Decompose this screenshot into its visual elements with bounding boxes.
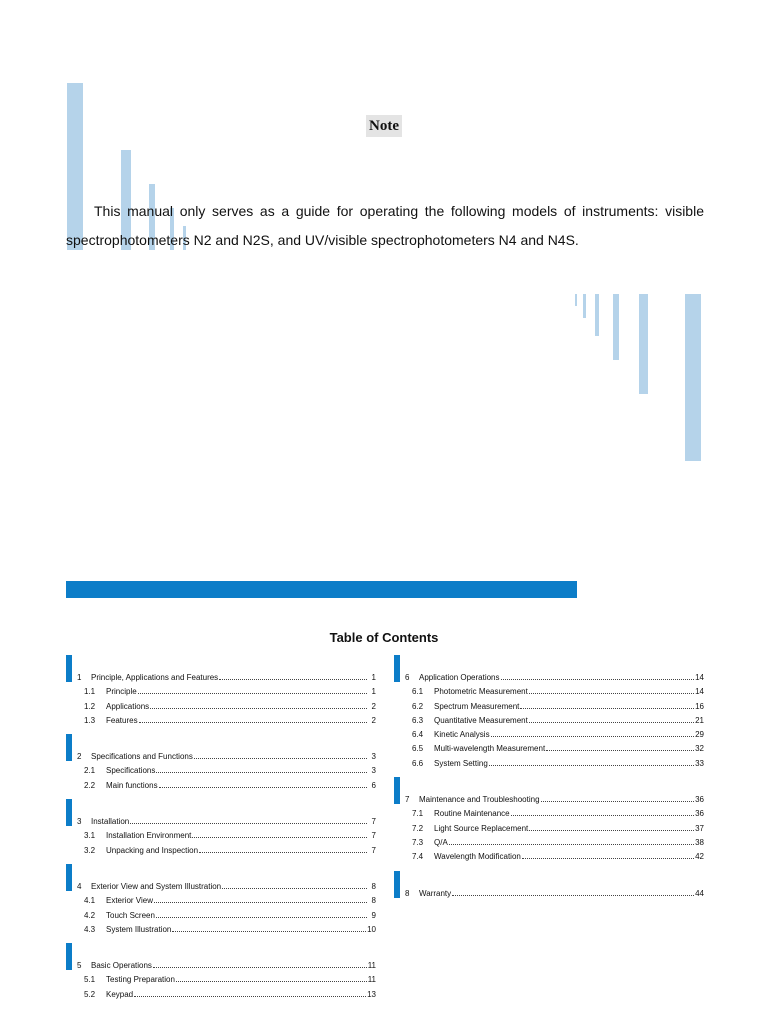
toc-entry-page: 38 — [695, 837, 704, 847]
toc-leader-dots — [511, 815, 694, 816]
toc-leader-dots — [176, 981, 367, 982]
toc-chapter-block — [66, 943, 376, 1002]
toc-chapter-entry[interactable] — [394, 793, 704, 807]
toc-leader-dots — [159, 787, 367, 788]
toc-leader-dots — [156, 917, 367, 918]
toc-entry-page: 7 — [371, 845, 376, 855]
toc-leader-dots — [522, 858, 694, 859]
toc-leader-dots — [194, 758, 367, 759]
toc-entry-page: 2 — [371, 715, 376, 725]
toc-chapter-block — [394, 871, 704, 901]
toc-entry-title: Kinetic Analysis — [434, 730, 490, 740]
toc-entry-number: 4 — [77, 881, 82, 891]
toc-leader-dots — [529, 830, 694, 831]
toc-entry-page: 11 — [367, 961, 376, 971]
toc-leader-dots — [192, 837, 367, 838]
toc-title: Table of Contents — [329, 630, 439, 645]
toc-leader-dots — [520, 708, 694, 709]
toc-leader-dots — [529, 693, 694, 694]
toc-entry-number: 5.1 — [84, 975, 96, 985]
toc-leader-dots — [489, 765, 694, 766]
toc-entry-title: System Illustration — [106, 924, 172, 934]
toc-entry-number: 6.4 — [412, 730, 424, 740]
chapter-marker — [66, 799, 72, 826]
toc-section-entry[interactable] — [394, 850, 704, 864]
toc-leader-dots — [546, 750, 694, 751]
toc-entry-title: Main functions — [106, 780, 158, 790]
toc-section-entry[interactable] — [66, 714, 376, 728]
toc-entry-number: 4.2 — [84, 910, 96, 920]
toc-entry-number: 7.1 — [412, 809, 424, 819]
toc-entry-title: Routine Maintenance — [434, 809, 510, 819]
toc-entry-number: 2.1 — [84, 766, 96, 776]
toc-entry-number: 6.2 — [412, 701, 424, 711]
toc-entry-number: 8 — [405, 888, 410, 898]
toc-section-entry[interactable] — [66, 973, 376, 987]
toc-entry-page: 8 — [371, 881, 376, 891]
toc-entry-title: Installation — [91, 817, 130, 827]
toc-leader-dots — [130, 823, 367, 824]
toc-entry-title: Exterior View — [106, 896, 153, 906]
decorative-bar — [595, 294, 599, 336]
toc-entry-number: 6.6 — [412, 758, 424, 768]
toc-section-entry[interactable] — [66, 909, 376, 923]
toc-chapter-entry[interactable] — [66, 750, 376, 764]
toc-entry-title: Warranty — [419, 888, 452, 898]
toc-entry-page: 14 — [695, 687, 704, 697]
toc-section-entry[interactable] — [66, 685, 376, 699]
toc-entry-number: 2.2 — [84, 780, 96, 790]
toc-leader-dots — [138, 693, 367, 694]
toc-chapter-entry[interactable] — [394, 887, 704, 901]
toc-entry-page: 1 — [371, 673, 376, 682]
toc-entry-number: 1.3 — [84, 715, 96, 725]
toc-entry-page: 14 — [695, 673, 704, 682]
toc-entry-page: 6 — [371, 780, 376, 790]
toc-entry-number: 5 — [77, 961, 82, 971]
toc-entry-title: Light Source Replacement — [434, 823, 529, 833]
toc-entry-title: Spectrum Measurement — [434, 701, 520, 711]
toc-entry-number: 7 — [405, 795, 410, 805]
toc-chapter-block — [394, 655, 704, 771]
toc-section-entry[interactable] — [394, 757, 704, 771]
toc-entry-page: 10 — [367, 924, 376, 934]
toc-entry-title: Features — [106, 715, 138, 725]
toc-leader-dots — [172, 931, 366, 932]
toc-entry-page: 37 — [695, 823, 704, 833]
toc-entry-number: 7.3 — [412, 837, 424, 847]
toc-entry-page: 3 — [371, 766, 376, 776]
toc-entry-page: 7 — [371, 817, 376, 827]
toc-entry-title: Testing Preparation — [106, 975, 175, 985]
toc-entry-number: 5.2 — [84, 989, 96, 999]
toc-entry-title: Specifications and Functions — [91, 752, 193, 762]
toc-entry-number: 3.1 — [84, 831, 96, 841]
toc-entry-title: Photometric Measurement — [434, 687, 528, 697]
toc-entry-title: Wavelength Modification — [434, 852, 521, 862]
chapter-marker — [66, 864, 72, 891]
toc-entry-title: Unpacking and Inspection — [106, 845, 199, 855]
toc-section-entry[interactable] — [66, 829, 376, 843]
toc-entry-title: Q/A — [434, 837, 448, 847]
toc-leader-dots — [491, 736, 695, 737]
toc-entry-page: 36 — [695, 809, 704, 819]
toc-entry-page: 7 — [371, 831, 376, 841]
toc-entry-title: Quantitative Measurement — [434, 715, 528, 725]
toc-entry-number: 1.1 — [84, 687, 96, 697]
toc-entry-page: 9 — [371, 910, 376, 920]
toc-entry-page: 32 — [695, 744, 704, 754]
toc-entry-page: 2 — [371, 701, 376, 711]
toc-section-entry[interactable] — [394, 742, 704, 756]
chapter-marker — [66, 734, 72, 761]
toc-entry-title: Installation Environment — [106, 831, 192, 841]
toc-entry-number: 2 — [77, 752, 82, 762]
toc-entry-number: 1 — [77, 673, 82, 682]
toc-chapter-entry[interactable] — [66, 959, 376, 973]
decorative-bar — [613, 294, 619, 360]
toc-entry-title: Principle — [106, 687, 137, 697]
toc-entry-number: 4.3 — [84, 924, 96, 934]
toc-leader-dots — [541, 801, 695, 802]
toc-section-entry[interactable] — [394, 685, 704, 699]
toc-section-entry[interactable] — [394, 822, 704, 836]
toc-leader-dots — [501, 679, 695, 680]
toc-leader-dots — [219, 679, 367, 680]
toc-chapter-entry[interactable] — [66, 815, 376, 829]
toc-section-entry[interactable] — [394, 728, 704, 742]
toc-leader-dots — [199, 852, 367, 853]
toc-leader-dots — [153, 967, 367, 968]
toc-chapter-block — [66, 734, 376, 793]
toc-chapter-block — [66, 864, 376, 937]
note-title: Note — [366, 115, 402, 137]
toc-entry-page: 11 — [367, 975, 376, 985]
toc-chapter-block — [66, 799, 376, 858]
toc-section-entry[interactable] — [66, 894, 376, 908]
toc-entry-number: 3 — [77, 817, 82, 827]
toc-leader-dots — [156, 772, 367, 773]
toc-leader-dots — [449, 844, 694, 845]
toc-entry-page: 29 — [695, 730, 704, 740]
toc-entry-title: System Setting — [434, 758, 488, 768]
toc-entry-title: Exterior View and System Illustration — [91, 881, 222, 891]
toc-section-entry[interactable] — [394, 836, 704, 850]
toc-entry-title: Touch Screen — [106, 910, 155, 920]
toc-entry-number: 6.3 — [412, 715, 424, 725]
toc-chapter-entry[interactable] — [394, 671, 704, 685]
toc-entry-number: 7.2 — [412, 823, 424, 833]
toc-entry-title: Application Operations — [419, 673, 500, 682]
toc-right-column — [394, 655, 704, 907]
chapter-marker — [394, 777, 400, 804]
toc-leader-dots — [529, 722, 694, 723]
toc-section-entry[interactable] — [66, 844, 376, 858]
toc-section-entry[interactable] — [66, 700, 376, 714]
decorative-bar — [583, 294, 586, 318]
toc-entry-number: 1.2 — [84, 701, 96, 711]
chapter-marker — [66, 655, 72, 682]
toc-entry-page: 16 — [695, 701, 704, 711]
chapter-marker — [394, 871, 400, 898]
toc-entry-title: Maintenance and Troubleshooting — [419, 795, 540, 805]
toc-section-entry[interactable] — [66, 988, 376, 1002]
toc-entry-page: 8 — [371, 896, 376, 906]
toc-leader-dots — [150, 708, 367, 709]
toc-entry-page: 33 — [695, 758, 704, 768]
chapter-marker — [394, 655, 400, 682]
toc-section-entry[interactable] — [394, 714, 704, 728]
toc-entry-page: 42 — [695, 852, 704, 862]
toc-entry-page: 13 — [367, 989, 376, 999]
toc-entry-number: 6.1 — [412, 687, 424, 697]
toc-chapter-entry[interactable] — [66, 671, 376, 685]
toc-leader-dots — [222, 888, 367, 889]
toc-entry-number: 3.2 — [84, 845, 96, 855]
toc-entry-page: 36 — [695, 795, 704, 805]
toc-entry-title: Specifications — [106, 766, 156, 776]
chapter-marker — [66, 943, 72, 970]
toc-entry-page: 1 — [371, 687, 376, 697]
decorative-bar — [575, 294, 577, 306]
toc-chapter-entry[interactable] — [66, 880, 376, 894]
toc-section-entry[interactable] — [66, 764, 376, 778]
toc-section-entry[interactable] — [394, 807, 704, 821]
toc-section-entry[interactable] — [66, 779, 376, 793]
toc-entry-title: Applications — [106, 701, 150, 711]
toc-leader-dots — [452, 895, 694, 896]
toc-entry-number: 7.4 — [412, 852, 424, 862]
toc-leader-dots — [154, 902, 367, 903]
toc-entry-number: 4.1 — [84, 896, 96, 906]
toc-section-entry[interactable] — [394, 700, 704, 714]
decorative-bar — [639, 294, 648, 394]
toc-entry-number: 6.5 — [412, 744, 424, 754]
toc-chapter-block — [394, 777, 704, 864]
toc-section-entry[interactable] — [66, 923, 376, 937]
toc-entry-title: Multi-wavelength Measurement — [434, 744, 546, 754]
toc-leader-dots — [134, 996, 366, 997]
toc-entry-title: Basic Operations — [91, 961, 152, 971]
toc-left-column — [66, 655, 376, 1008]
decorative-bar — [685, 294, 701, 461]
toc-entry-title: Principle, Applications and Features — [91, 673, 219, 682]
toc-entry-page: 21 — [695, 715, 704, 725]
toc-entry-title: Keypad — [106, 989, 134, 999]
toc-leader-dots — [139, 722, 367, 723]
toc-entry-number: 6 — [405, 673, 410, 682]
note-paragraph: This manual only serves as a guide for operating the following models of instruments: visible spectrophotometers N2 and N2S, and UV/visible spectrophotometers N4 and N4S. — [66, 203, 704, 248]
section-divider-band — [66, 581, 577, 598]
toc-entry-page: 44 — [695, 888, 704, 898]
toc-entry-page: 3 — [371, 752, 376, 762]
toc-chapter-block — [66, 655, 376, 728]
